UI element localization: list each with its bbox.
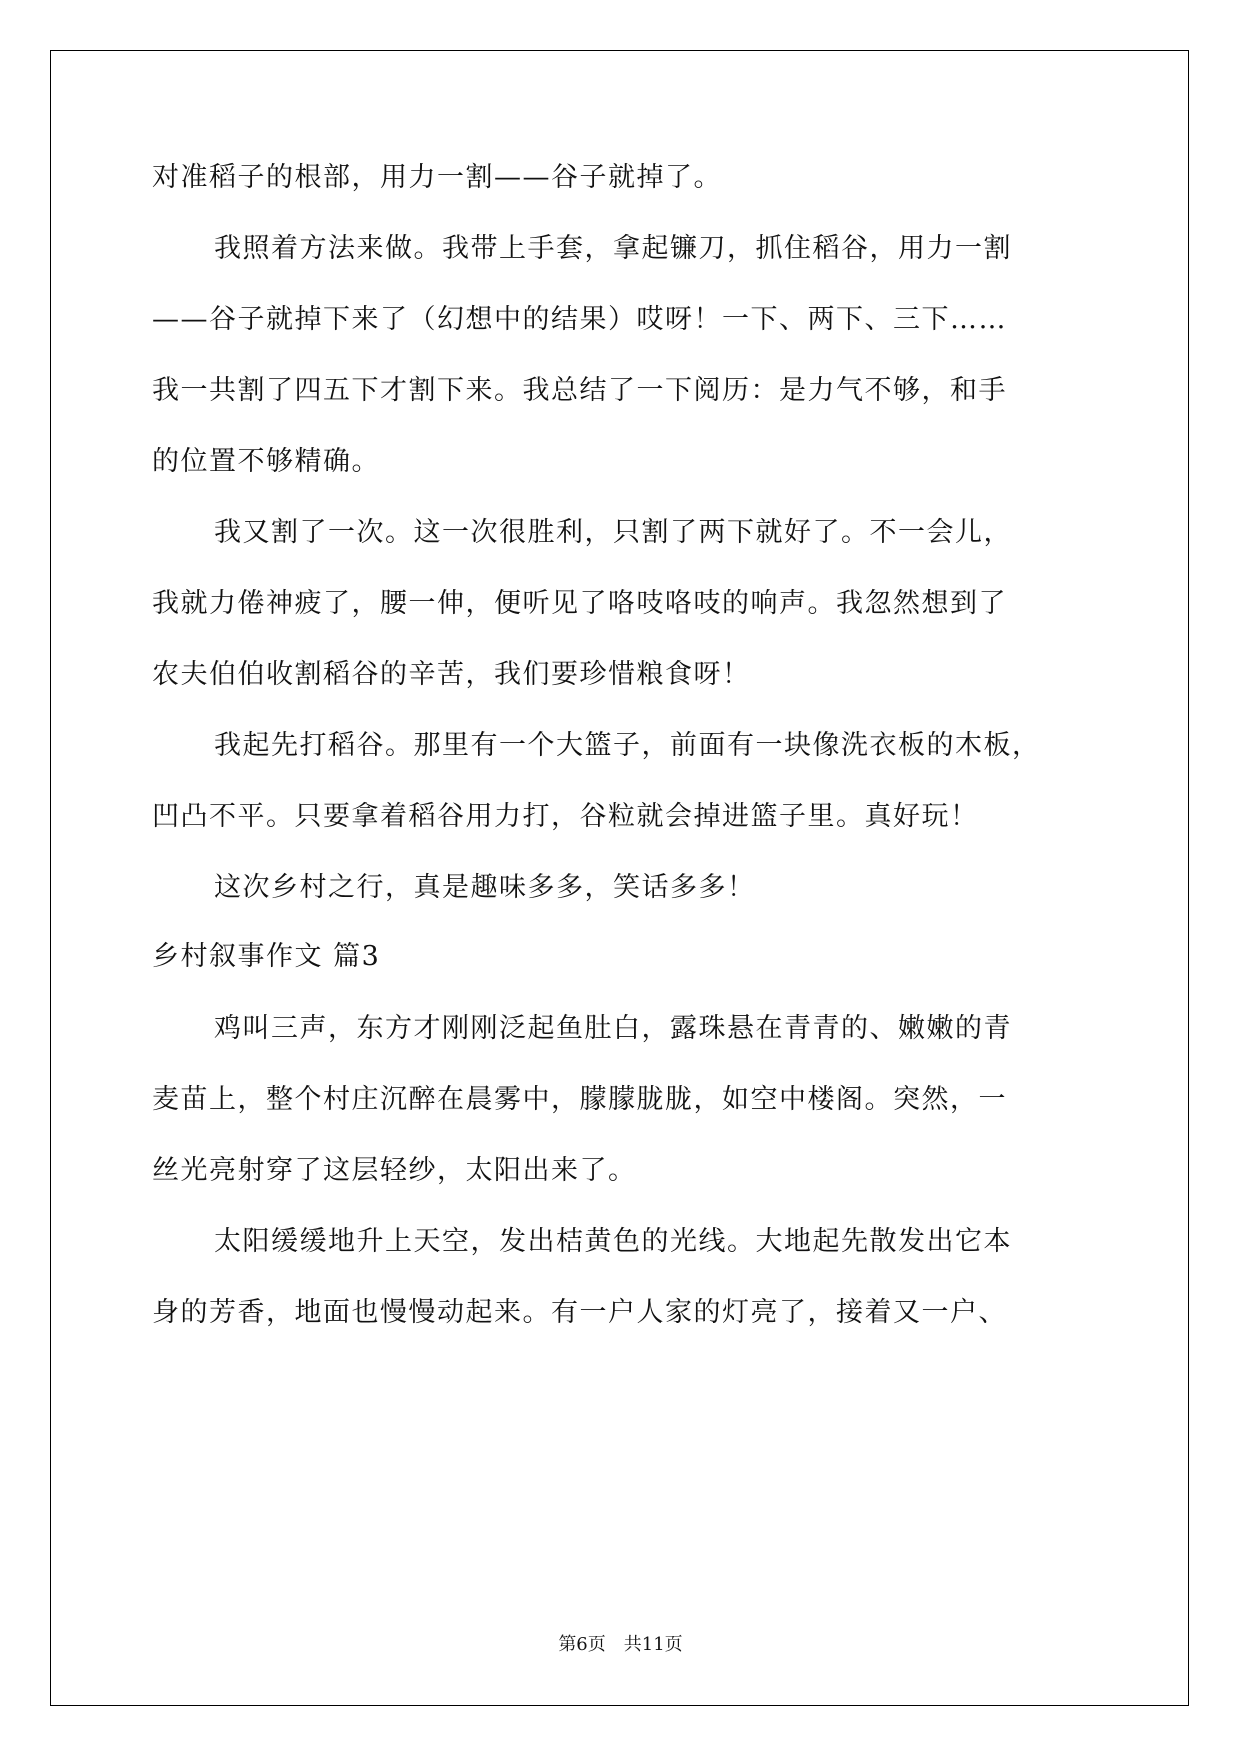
paragraph-line: 丝光亮射穿了这层轻纱，太阳出来了。 — [152, 1155, 637, 1186]
paragraph-line: 的位置不够精确。 — [152, 446, 380, 477]
paragraph-line: 麦苗上，整个村庄沉醉在晨雾中，朦朦胧胧，如空中楼阁。突然，一 — [152, 1084, 1007, 1115]
section-heading: 乡村叙事作文 篇3 — [152, 941, 381, 972]
paragraph-line: 凹凸不平。只要拿着稻谷用力打，谷粒就会掉进篮子里。真好玩！ — [152, 801, 979, 832]
paragraph-line: ——谷子就掉下来了（幻想中的结果）哎呀！一下、两下、三下…… — [152, 304, 1007, 335]
paragraph-line: 我又割了一次。这一次很胜利，只割了两下就好了。不一会儿， — [214, 517, 1012, 548]
paragraph-line: 这次乡村之行，真是趣味多多，笑话多多！ — [214, 872, 756, 903]
paragraph-line: 对准稻子的根部，用力一割——谷子就掉了。 — [152, 162, 722, 193]
page-footer: 第6页 共11页 — [558, 1634, 683, 1655]
paragraph-line: 身的芳香，地面也慢慢动起来。有一户人家的灯亮了，接着又一户、 — [152, 1297, 1007, 1328]
paragraph-line: 我一共割了四五下才割下来。我总结了一下阅历：是力气不够，和手 — [152, 375, 1007, 406]
paragraph-line: 我就力倦神疲了，腰一伸，便听见了咯吱咯吱的响声。我忽然想到了 — [152, 588, 1007, 619]
paragraph-line: 农夫伯伯收割稻谷的辛苦，我们要珍惜粮食呀！ — [152, 659, 751, 690]
paragraph-line: 鸡叫三声，东方才刚刚泛起鱼肚白，露珠悬在青青的、嫩嫩的青 — [214, 1013, 1012, 1044]
paragraph-line: 我照着方法来做。我带上手套，拿起镰刀，抓住稻谷，用力一割 — [214, 233, 1012, 264]
paragraph-line: 太阳缓缓地升上天空，发出桔黄色的光线。大地起先散发出它本 — [214, 1226, 1012, 1257]
paragraph-line: 我起先打稻谷。那里有一个大篮子，前面有一块像洗衣板的木板， — [214, 730, 1041, 761]
